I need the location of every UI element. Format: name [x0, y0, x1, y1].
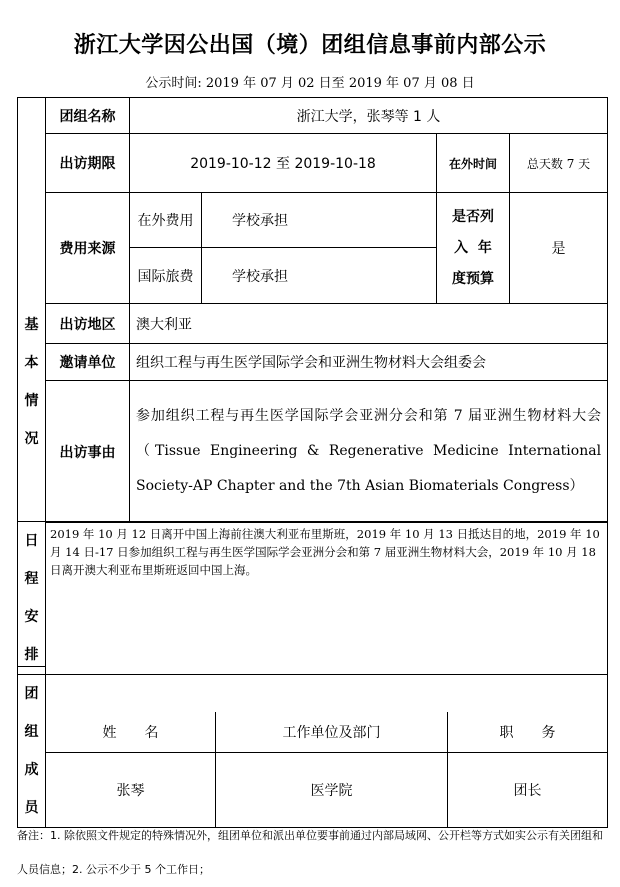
- budget-label: 是否列 入 年 度预算: [437, 193, 510, 304]
- purpose-value: 参加组织工程与再生医学国际学会亚洲分会和第 7 届亚洲生物材料大会（Tissue Engineering & Regenerative Medicine International Society-AP Chapter and the 7th Asian Biomaterials Congress）: [130, 381, 608, 523]
- members-header-name: 姓 名: [46, 712, 216, 752]
- period-value: 2019-10-12 至 2019-10-18: [130, 134, 437, 193]
- section-schedule-label: 日 程 安 排: [18, 522, 46, 675]
- inviter-value: 组织工程与再生医学国际学会和亚洲生物材料大会组委会: [130, 344, 608, 381]
- budget-value: 是: [510, 193, 608, 304]
- abroad-cost-label: 在外费用: [130, 193, 202, 248]
- section-members-label: 团 组 成 员: [18, 675, 46, 828]
- abroad-cost-value: 学校承担: [202, 193, 437, 248]
- group-name-value: 浙江大学，张琴等 1 人: [130, 98, 608, 134]
- schedule-text: 2019 年 10 月 12 日离开中国上海前往澳大利亚布里斯班，2019 年 10 月 13 日抵达目的地，2019 年 10 月 14 日-17 日参加组织工程与再生医学国际学会亚洲分会和第 7 届亚洲生物材料大会，2019 年 10 月 18 日离开澳大利亚布里斯班返回中国上海。: [46, 522, 608, 675]
- region-label: 出访地区: [46, 304, 130, 344]
- publish-date: 公示时间: 2019 年 07 月 02 日至 2019 年 07 月 08 日: [145, 76, 475, 91]
- funding-label: 费用来源: [46, 193, 130, 304]
- member-name: 张琴: [46, 752, 216, 827]
- days-label: 在外时间: [437, 134, 510, 193]
- footer-note: 备注：1. 除依照文件规定的特殊情况外，组团单位和派出单位要事前通过内部局域网、公开栏等方式如实公示有关团组和人员信息；2. 公示不少于 5 个工作日；: [17, 829, 603, 876]
- region-value: 澳大利亚: [130, 304, 608, 344]
- travel-cost-label: 国际旅费: [130, 248, 202, 304]
- period-label: 出访期限: [46, 134, 130, 193]
- inviter-label: 邀请单位: [46, 344, 130, 381]
- member-title: 团长: [448, 752, 608, 827]
- member-unit: 医学院: [216, 752, 448, 827]
- page-title: 浙江大学因公出国（境）团组信息事前内部公示: [73, 33, 547, 58]
- schedule-members-table: [17, 521, 608, 828]
- days-value: 总天数 7 天: [510, 134, 608, 193]
- section-basic-label: 基 本 情 况: [18, 98, 46, 667]
- members-header-title: 职 务: [448, 712, 608, 752]
- group-name-label: 团组名称: [46, 98, 130, 134]
- members-header-unit: 工作单位及部门: [216, 712, 448, 752]
- purpose-label: 出访事由: [46, 381, 130, 523]
- table-row: [18, 752, 608, 827]
- travel-cost-value: 学校承担: [202, 248, 437, 304]
